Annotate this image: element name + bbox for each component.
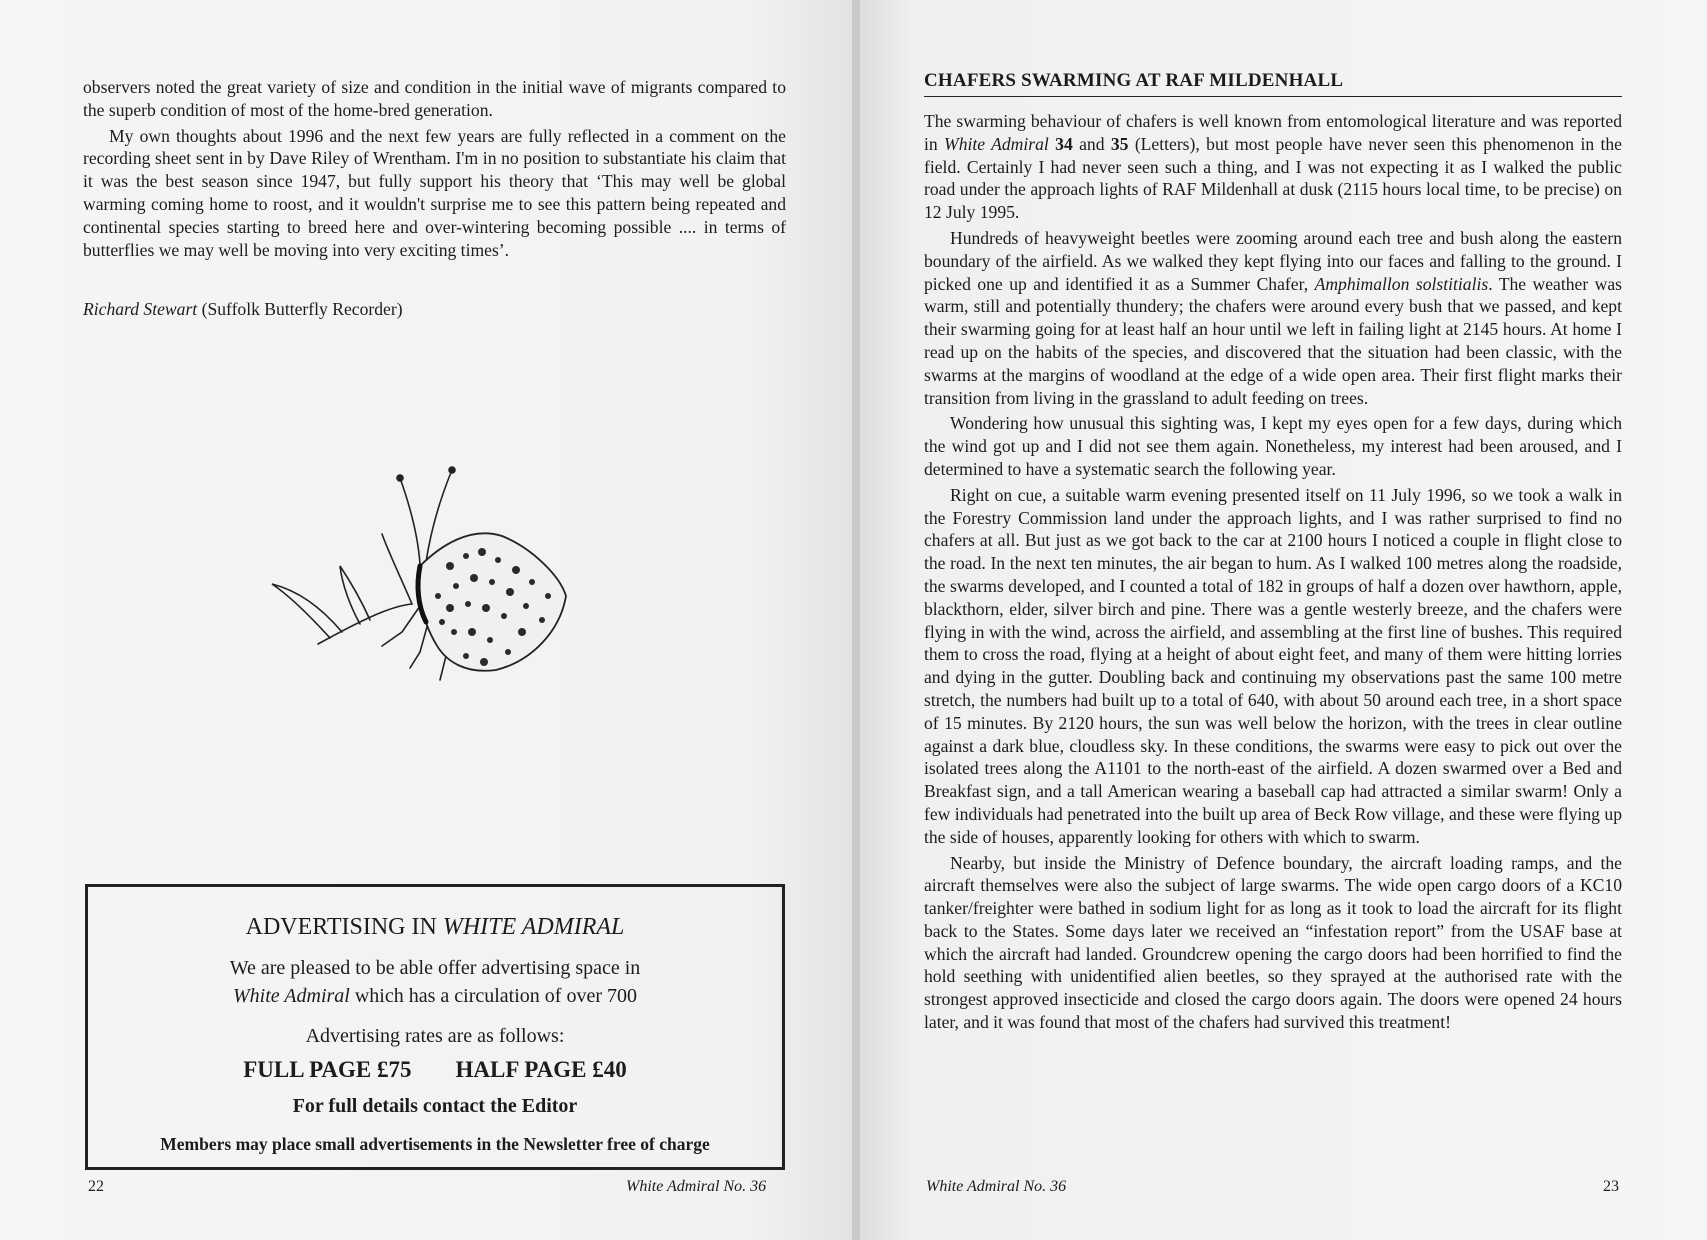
paragraph: Nearby, but inside the Ministry of Defence boundary, the aircraft loading ramps, and the aircraft themselves were also the subject of large swarms. The wide open cargo doors of a KC10 tanker/freighter were bathed in sodium light for as long as it took to load the aircraft for its flight back to the States. Some days later we received an “infestation report” from the USAF base at which the aircraft had landed. Groundcrew opening the cargo doors had been horrified to find the hold seething with unidentified alien beetles, so they sprayed at the authorised rate with the strongest approved insecticide and closed the cargo doors again. The doors were opened 24 hours later, and it was found that most of the chafers had survived this treatment! [924, 852, 1622, 1033]
paragraph: My own thoughts about 1996 and the next few years are fully reflected in a comment on the recording sheet sent in by Dave Riley of Wrentham. I'm in no position to substantiate his claim that it was the best season since 1947, but fully support his theory that ‘This may well be global warming coming home to roost, and it wouldn't surprise me to see this pattern being repeated and continental species starting to breed here and over-wintering becoming possible .... in terms of butterflies we may well be moving into very exciting times’. [83, 125, 786, 260]
book-gutter [852, 0, 860, 1240]
advert-members-note: Members may place small advertisements in the Newsletter free of charge [160, 1134, 710, 1154]
advert-circulation-line [88, 985, 782, 1008]
advert-circulation: which has a circulation of over 700 [349, 985, 637, 1007]
paragraph: observers noted the great variety of size and condition in the initial wave of migrants compared to the superb condition of most of the home-bred generation. [83, 77, 786, 120]
full-page-price: FULL PAGE £75 [243, 1057, 412, 1082]
author-role: (Suffolk Butterfly Recorder) [197, 299, 403, 319]
advert-journal-name: White Admiral [233, 985, 350, 1007]
footer-journal-title: White Admiral No. 36 [626, 1178, 767, 1195]
author-name: Richard Stewart [83, 299, 198, 319]
issue-number: 35 [1110, 133, 1129, 154]
species-name: Amphimallon solstitialis [1314, 273, 1489, 294]
butterfly-illustration [270, 456, 570, 686]
text-run: and [1072, 133, 1111, 154]
paragraph [924, 110, 1622, 224]
right-page-text [924, 110, 1622, 1037]
advert-rates-intro: Advertising rates are as follows: [305, 1025, 565, 1047]
left-page-text [83, 76, 786, 264]
page-number: 22 [88, 1178, 104, 1195]
advert-contact: For full details contact the Editor [292, 1095, 578, 1117]
paragraph: Right on cue, a suitable warm evening presented itself on 11 July 1996, so we took a walk in the Forestry Commission land under the approach lights, and I was rather surprised to find no chafers at all. But just as we got back to the car at 2100 hours I noticed a couple in flight close to the road. In the next ten minutes, the air began to hum. As I walked 100 metres along the roadside, the swarms developed, and I counted a total of 182 in groups of half a dozen over hawthorn, apple, blackthorn, elder, silver birch and pine. There was a gentle westerly breeze, and the chafers were flying in with the wind, across the airfield, and assembling at the first line of bushes. This required them to cross the road, flying at a height of about eight feet, and many of them were hitting lorries and dying in the gutter. Doubling back and continuing my observations past the same 100 metre stretch, the numbers had built up to a total of 640, with about 50 around each tree, in a short space of 15 minutes. By 2120 hours, the sun was well below the horizon, with the trees in clear outline against a dark blue, cloudless sky. In these conditions, the swarms were easy to pick out over the isolated trees along the A1101 to the north-east of the airfield. A dozen swarmed over a Bed and Breakfast sign, and a tall American wearing a baseball cap had attracted a similar swarm! Only a few individuals had penetrated into the built up area of Beck Row village, and these were flying up the side of houses, apparently looking for others with which to swarm. [924, 484, 1622, 847]
advert-prices [88, 1057, 782, 1083]
author-signature [83, 299, 403, 320]
advert-title-journal: WHITE ADMIRAL [442, 914, 625, 940]
page-number: 23 [1603, 1178, 1619, 1195]
paragraph: Wondering how unusual this sighting was, I kept my eyes open for a few days, during which the wind got up and I did not see them again. Nonetheless, my interest had been aroused, and I determined to have a systematic search the following year. [924, 413, 1622, 479]
advert-title-prefix: ADVERTISING IN [245, 914, 443, 940]
text-run: (Letters), but most people have never seen this phenomenon in the field. Certainly I had never seen such a thing, and I was not expecting it as I walked the public road under the approach lights of RAF Mildenhall at dusk (2115 hours local time, to be precise) on 12 July 1995. [924, 133, 1622, 223]
advertising-box [85, 884, 785, 1170]
text-run: . The weather was warm, still and potentially thundery; the chafers were around every bush that we passed, and kept their swarming going for at least half an hour until we left in failing light at 2145 hours. At home I read up on the habits of the species, and discovered that the situation had been classic, with the swarms at the margins of woodland at the edge of a wide open area. Their first flight marks their transition from living in the grassland to adult feeding on trees. [924, 273, 1623, 408]
journal-name: White Admiral [944, 133, 1049, 154]
footer-journal-title: White Admiral No. 36 [926, 1178, 1067, 1195]
issue-number: 34 [1055, 133, 1073, 154]
advert-line: We are pleased to be able offer advertising space in [229, 957, 641, 979]
paragraph [924, 227, 1622, 409]
advert-title [88, 914, 782, 941]
text-run: Hundreds of heavyweight beetles were zooming around each tree and bush along the eastern boundary of the airfield. As we walked they kept flying into our faces and falling to the ground. I picked one up and identified it as a Summer Chafer, [924, 227, 1622, 294]
article-title: CHAFERS SWARMING AT RAF MILDENHALL [924, 70, 1622, 97]
text-run: The swarming behaviour of chafers is well known from entomological literature and was reported in [924, 111, 1622, 154]
half-page-price: HALF PAGE £40 [455, 1057, 627, 1082]
